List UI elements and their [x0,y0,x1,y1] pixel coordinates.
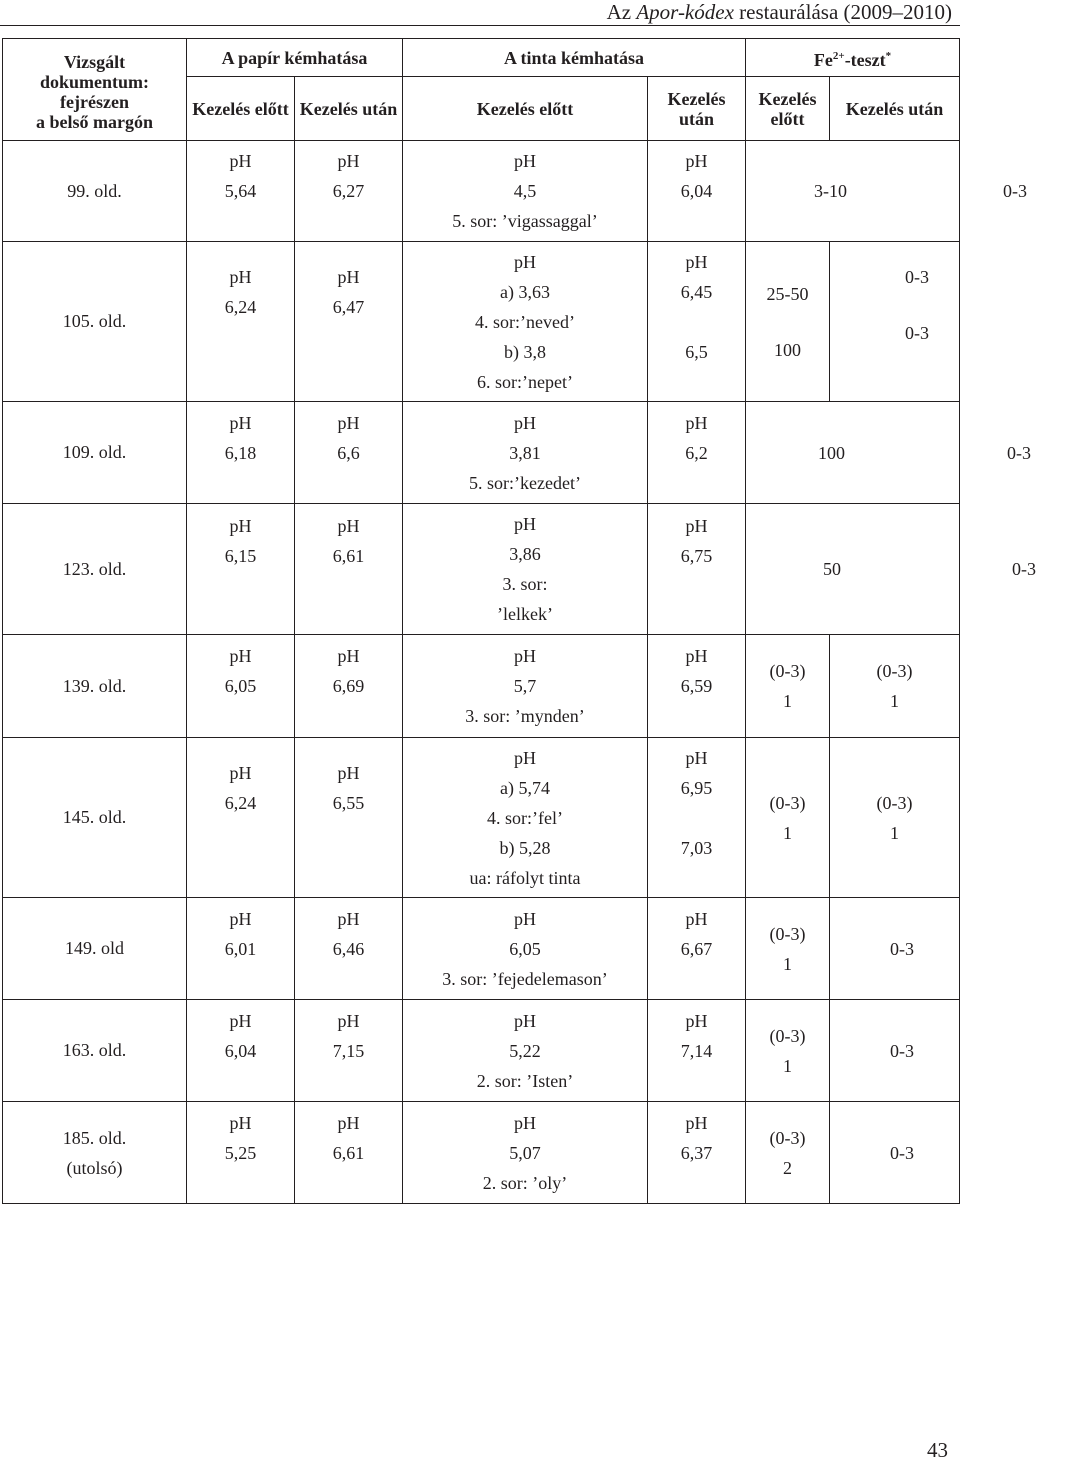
fe-after-cell: (0-3) 1 [830,635,960,738]
paper-after-header: Kezelés után [295,77,403,141]
paper-after-cell: pH 6,55 [295,738,403,898]
paper-before-cell: pH 6,24 [187,242,295,402]
fe-before-cell: 25-50 100 [746,242,830,402]
fe-after-cell: 0-3 0-3 [830,242,960,402]
fe-cell: 3-10 0-3 [746,141,960,242]
header-rule [0,25,960,26]
paper-before-cell: pH 5,64 [187,141,295,242]
ink-before-cell: pH a) 5,74 4. sor:’fel’ b) 5,28 ua: ráfolyt tinta [403,738,648,898]
table-row [3,738,960,898]
fe-test-group-header: $Fe^{2+}-teszt^*$ [746,39,960,77]
ink-before-cell: pH 4,5 5. sor: ’vigassaggal’ [403,141,648,242]
doc-cell: 99. old. [3,141,187,242]
table-row [3,141,960,242]
doc-cell: 145. old. [3,738,187,898]
fe-after-cell: 0-3 [830,1000,960,1102]
doc-cell: 139. old. [3,635,187,738]
ink-after-cell: pH 6,37 [648,1102,746,1204]
paper-after-cell: pH 6,69 [295,635,403,738]
fe-after-cell: 0-3 [830,898,960,1000]
paper-after-cell: pH 6,6 [295,402,403,504]
ink-after-cell: pH 6,45 6,5 [648,242,746,402]
ink-ph-group-header: A tinta kémhatása [403,39,746,77]
ink-before-cell: pH 5,22 2. sor: ’Isten’ [403,1000,648,1102]
ink-after-cell: pH 6,2 [648,402,746,504]
paper-before-cell: pH 6,04 [187,1000,295,1102]
ink-after-cell: pH 7,14 [648,1000,746,1102]
doc-cell: 185. old. (utolsó) [3,1102,187,1204]
ink-after-cell: pH 6,67 [648,898,746,1000]
ink-before-cell: pH a) 3,63 4. sor:’neved’ b) 3,8 6. sor:’nepet’ [403,242,648,402]
fe-before-cell: (0-3) 2 [746,1102,830,1204]
paper-before-cell: pH 5,25 [187,1102,295,1204]
paper-before-header: Kezelés előtt [187,77,295,141]
paper-after-cell: pH 6,61 [295,1102,403,1204]
ink-after-cell: pH 6,59 [648,635,746,738]
ink-before-cell: pH 3,86 3. sor: ’lelkek’ [403,504,648,635]
paper-before-cell: pH 6,24 [187,738,295,898]
page-number: 43 [927,1438,948,1462]
fe-before-cell: (0-3) 1 [746,635,830,738]
table-row [3,1102,960,1204]
doc-cell: 163. old. [3,1000,187,1102]
ink-before-header: Kezelés előtt [403,77,648,141]
doc-cell: 149. old [3,898,187,1000]
paper-after-cell: pH 6,46 [295,898,403,1000]
ink-after-header: Kezelés után [648,77,746,141]
fe-before-cell: (0-3) 1 [746,1000,830,1102]
ink-before-cell: pH 3,81 5. sor:’kezedet’ [403,402,648,504]
document-column-header: Vizsgált dokumentum: fejrészen a belső margón [3,39,187,141]
doc-cell: 105. old. [3,242,187,402]
fe-after-cell: 0-3 [830,1102,960,1204]
paper-after-cell: pH 6,27 [295,141,403,242]
fe-cell: 50 0-3 [746,504,960,635]
table-row [3,504,960,635]
fe-after-cell: (0-3) 1 [830,738,960,898]
ink-before-cell: pH 6,05 3. sor: ’fejedelemason’ [403,898,648,1000]
ink-after-cell: pH 6,75 [648,504,746,635]
fe-before-cell: (0-3) 1 [746,898,830,1000]
fe-before-header: Kezelés előtt [746,77,830,141]
paper-before-cell: pH 6,01 [187,898,295,1000]
table-row [3,635,960,738]
paper-ph-group-header: A papír kémhatása [187,39,403,77]
paper-after-cell: pH 7,15 [295,1000,403,1102]
table-row [3,402,960,504]
paper-after-cell: pH 6,47 [295,242,403,402]
paper-before-cell: pH 6,05 [187,635,295,738]
ink-after-cell: pH 6,04 [648,141,746,242]
doc-cell: 109. old. [3,402,187,504]
fe-cell: 100 0-3 [746,402,960,504]
fe-before-cell: (0-3) 1 [746,738,830,898]
table-row [3,1000,960,1102]
doc-cell: 123. old. [3,504,187,635]
paper-before-cell: pH 6,18 [187,402,295,504]
running-head: Az Apor-kódex restaurálása (2009–2010) [606,0,952,24]
ink-after-cell: pH 6,95 7,03 [648,738,746,898]
results-table [2,38,1037,1204]
ink-before-cell: pH 5,07 2. sor: ’oly’ [403,1102,648,1204]
header-row-1 [3,39,960,77]
table-row [3,898,960,1000]
paper-after-cell: pH 6,61 [295,504,403,635]
ink-before-cell: pH 5,7 3. sor: ’mynden’ [403,635,648,738]
table-row [3,242,960,402]
paper-before-cell: pH 6,15 [187,504,295,635]
fe-after-header: Kezelés után [830,77,960,141]
